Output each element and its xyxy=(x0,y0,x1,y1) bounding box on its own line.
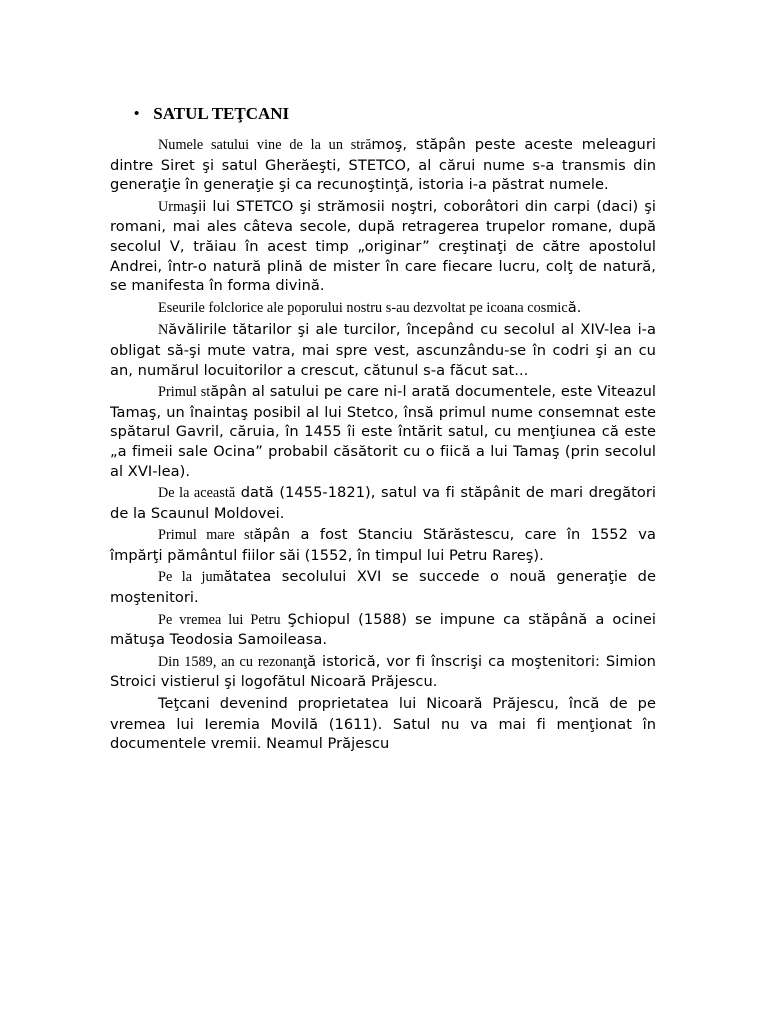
document-body xyxy=(110,135,656,756)
paragraph-lead: Pe vremea lui Petru xyxy=(158,611,288,628)
paragraph-lead: Eseurile folclorice ale poporului nostru s-au dezvoltat pe icoana cosmic xyxy=(158,299,568,316)
paragraph xyxy=(110,525,656,565)
paragraph xyxy=(110,382,656,481)
paragraph-text: ă. xyxy=(567,298,582,316)
paragraph-text: ătatea secolului XVI se succede o nouă generaţie de moştenitori. xyxy=(110,568,656,607)
section-heading xyxy=(134,104,289,124)
bullet-icon: • xyxy=(134,105,140,122)
paragraph-lead: De la această xyxy=(158,485,236,502)
paragraph xyxy=(110,694,656,754)
paragraph-text: şii lui STETCO şi strămosii noştri, coborâtori din carpi (daci) şi romani, mai ales câteva secole, după retragerea trupelor romane, după secolul V, trăiau în acest timp „originar” creştinaţi de către apostolul Andrei, într-o natură plină de mister în care fiecare lucru, colţ de natură, se manifesta în forma divină. xyxy=(110,197,656,295)
paragraph-lead: Primul mare st xyxy=(158,527,254,544)
paragraph xyxy=(110,320,656,380)
paragraph-text: ă istorică, vor fi înscrişi ca moştenitori: Simion Stroici vistierul şi logofătul Nicoară Prăjescu. xyxy=(110,652,656,691)
paragraph xyxy=(110,197,656,296)
paragraph-text: Teţcani devenind proprietatea lui Nicoară Prăjescu, încă de pe vremea lui Ieremia Movilă (1611). Satul nu va mai fi menţionat în documentele vremii. Neamul Prăjescu xyxy=(110,695,656,753)
paragraph-lead: Din 1589, an cu rezonanţ xyxy=(158,653,308,670)
paragraph-text: ăpân al satului pe care ni-l arată documentele, este Viteazul Tamaş, un înaintaş posibil al lui Stetco, însă primul nume consemnat este spătarul Gavril, căruia, în 1455 îi este întărit satul, cu menţiunea că este „a fimeii sale Ocina” probabil căsătorit cu o fiică a lui Tamaş (prin secolul al XVI-lea). xyxy=(110,383,656,480)
paragraph-lead: Pe la jum xyxy=(158,569,224,586)
paragraph-text: ăvălirile tătarilor şi ale turcilor, începând cu secolul al XIV-lea i-a obligat să-şi mute vatra, mai spre vest, ascunzându-se în codri şi an cu an, numărul locuitorilor a crescut, cătunul s-a făcut sat... xyxy=(110,321,656,379)
paragraph-lead: Urma xyxy=(158,198,191,215)
paragraph xyxy=(110,298,656,319)
paragraph xyxy=(110,610,656,650)
paragraph-text: moş, stăpân peste aceste meleaguri dintre Siret şi satul Gherăeşti, STETCO, al cărui nume s-a transmis din generaţie în generaţie şi ca recunoştinţă, istoria i-a păstrat numele. xyxy=(110,136,656,194)
section-title: SATUL TEŢCANI xyxy=(153,104,290,123)
paragraph xyxy=(110,567,656,607)
paragraph-text: ăpân a fost Stanciu Stărăstescu, care în 1552 va împărţi pământul fiilor săi (1552, în timpul lui Petru Rareş). xyxy=(110,526,656,564)
paragraph-lead: Numele satului vine de la un stră xyxy=(158,137,372,153)
paragraph xyxy=(110,135,656,195)
paragraph-lead: Primul st xyxy=(158,384,211,401)
paragraph-lead: N xyxy=(158,322,169,339)
paragraph-text: Şchiopul (1588) se impune ca stăpână a ocinei mătuşa Teodosia Samoileasa. xyxy=(110,610,657,649)
paragraph xyxy=(110,483,656,523)
paragraph xyxy=(110,652,656,692)
paragraph-text: dată (1455-1821), satul va fi stăpânit de mari dregători de la Scaunul Moldovei. xyxy=(110,484,656,522)
